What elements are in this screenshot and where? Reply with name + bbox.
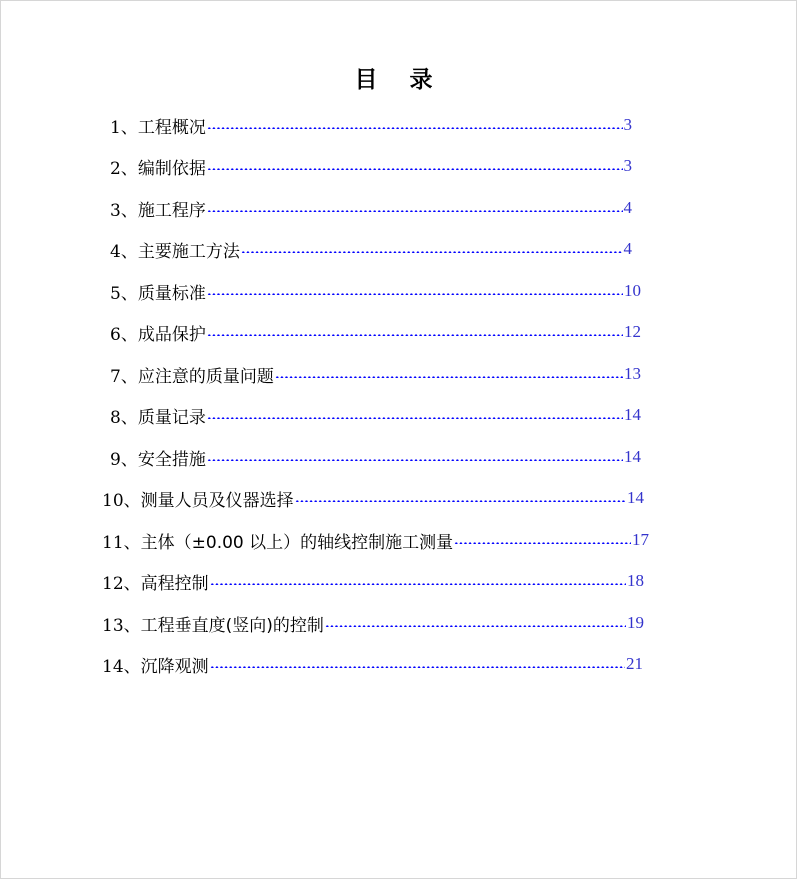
- toc-entry-number: 8、: [110, 407, 138, 428]
- toc-entry-text: 安全措施: [137, 449, 206, 470]
- toc-entry-text: 工程垂直度(竖向)的控制: [140, 615, 324, 636]
- leader-dots: [325, 625, 626, 627]
- toc-entry-6[interactable]: [110, 319, 641, 345]
- leader-dots: [207, 417, 623, 419]
- leader-dots: [207, 459, 623, 461]
- leader-dots: [275, 376, 623, 378]
- toc-entry-2[interactable]: [110, 153, 632, 179]
- toc-entry-text: 工程概况: [137, 117, 206, 138]
- toc-entry-9[interactable]: [110, 444, 641, 470]
- toc-entry-page: 19: [627, 613, 644, 632]
- toc-entry-text: 应注意的质量问题: [137, 366, 274, 387]
- toc-entry-3[interactable]: [110, 195, 632, 221]
- toc-entry-number: 5、: [110, 283, 138, 304]
- toc-entry-number: 7、: [110, 366, 138, 387]
- toc-entry-text: 主要施工方法: [137, 241, 240, 262]
- toc-entry-number: 1、: [110, 117, 138, 138]
- toc-entry-number: 6、: [110, 324, 138, 345]
- toc-entry-page: 3: [623, 156, 632, 175]
- toc-entry-7[interactable]: [110, 361, 641, 387]
- toc-entry-page: 17: [632, 530, 649, 549]
- toc-entry-page: 12: [624, 322, 641, 341]
- leader-dots: [241, 251, 623, 253]
- leader-dots: [207, 334, 623, 336]
- toc-entry-number: 4、: [110, 241, 138, 262]
- toc-entry-1[interactable]: [110, 112, 632, 138]
- toc-entry-5[interactable]: [110, 278, 641, 304]
- toc-entry-page: 21: [626, 654, 643, 673]
- leader-dots: [207, 127, 623, 129]
- toc-entry-4[interactable]: [110, 236, 632, 262]
- toc-entry-page: 14: [624, 447, 641, 466]
- toc-entry-text: 高程控制: [140, 573, 209, 594]
- toc-entry-page: 18: [627, 571, 644, 590]
- toc-entry-text: 沉降观测: [140, 656, 209, 677]
- toc-entry-page: 4: [623, 239, 632, 258]
- leader-dots: [210, 583, 626, 585]
- toc-entry-page: 13: [624, 364, 641, 383]
- toc-entry-number: 11、: [102, 532, 141, 553]
- toc-entry-10[interactable]: [102, 485, 644, 511]
- toc-entry-text: 测量人员及仪器选择: [140, 490, 294, 511]
- toc-entry-text: 编制依据: [137, 158, 206, 179]
- leader-dots: [295, 500, 626, 502]
- toc-entry-page: 3: [623, 115, 632, 134]
- toc-entry-11[interactable]: [102, 527, 649, 553]
- toc-entry-number: 9、: [110, 449, 138, 470]
- toc-entry-number: 2、: [110, 158, 138, 179]
- toc-entry-number: 14、: [102, 656, 141, 677]
- leader-dots: [454, 542, 631, 544]
- toc-entry-number: 10、: [102, 490, 141, 511]
- toc-entry-page: 10: [624, 281, 641, 300]
- toc-title: 目 录: [354, 67, 445, 93]
- toc-entry-number: 3、: [110, 200, 138, 221]
- leader-dots: [207, 293, 623, 295]
- toc-entry-13[interactable]: [102, 610, 644, 636]
- toc-entry-text: 成品保护: [137, 324, 206, 345]
- leader-dots: [210, 666, 625, 668]
- toc-entry-page: 14: [624, 405, 641, 424]
- toc-entry-text: 质量记录: [137, 407, 206, 428]
- toc-entry-number: 12、: [102, 573, 141, 594]
- toc-entry-12[interactable]: [102, 568, 644, 594]
- toc-entry-text: 施工程序: [137, 200, 206, 221]
- toc-entry-8[interactable]: [110, 402, 641, 428]
- toc-entry-page: 4: [623, 198, 632, 217]
- toc-entry-text: 主体（±0.00 以上）的轴线控制施工测量: [140, 532, 454, 553]
- leader-dots: [207, 210, 623, 212]
- toc-entry-page: 14: [627, 488, 644, 507]
- toc-entry-number: 13、: [102, 615, 141, 636]
- toc-entry-text: 质量标准: [137, 283, 206, 304]
- leader-dots: [207, 168, 623, 170]
- toc-entry-14[interactable]: [102, 651, 643, 677]
